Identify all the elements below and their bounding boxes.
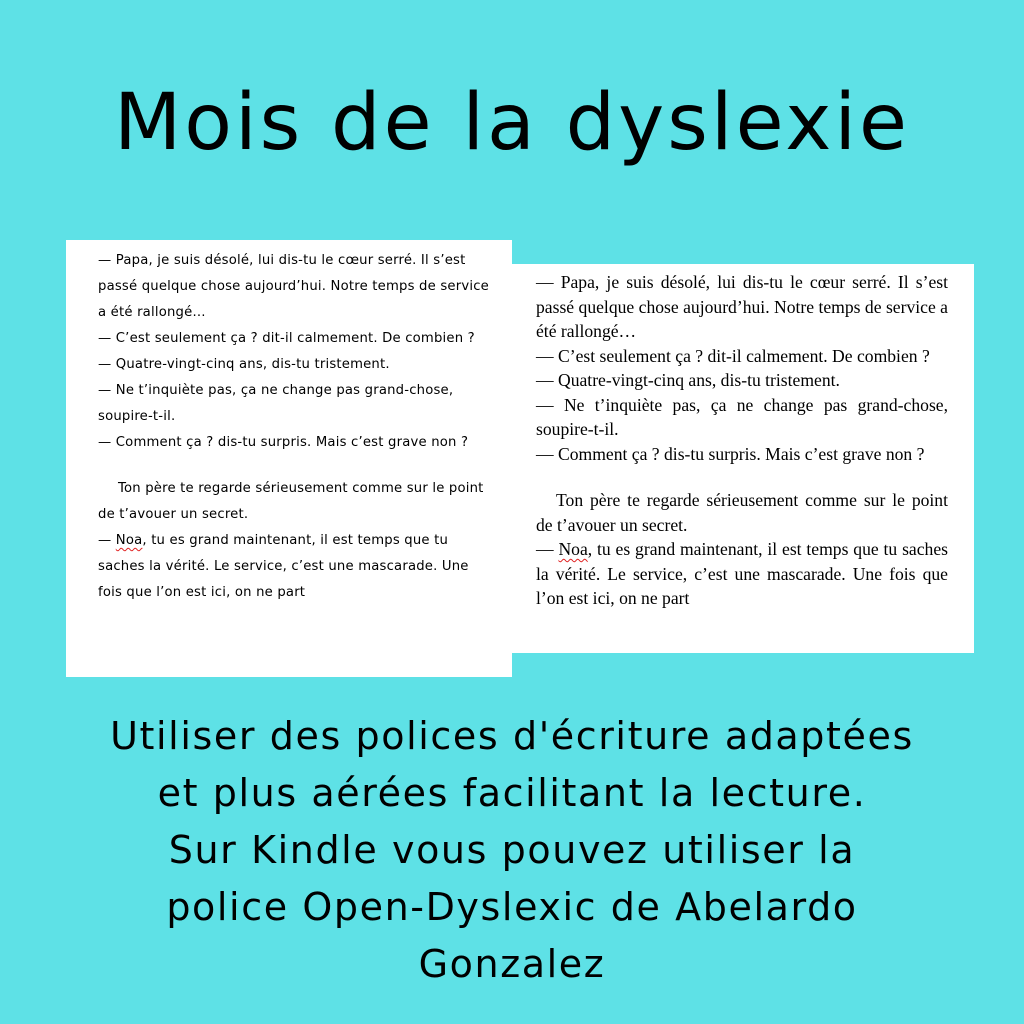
paragraph-gap [98,456,494,476]
dialogue-line: — Ne t’inquiète pas, ça ne change pas grand-chose, soupire-t-il. [98,383,454,424]
serif-font-sample [512,264,974,653]
dialogue-line [536,537,948,611]
dialogue-line: — C’est seulement ça ? dit-il calmement. De combien ? [536,345,930,366]
caption-line: police Open-Dyslexic de Abelardo [166,885,858,929]
dialogue-line: — Comment ça ? dis-tu surpris. Mais c’est grave non ? [536,443,925,464]
dialogue-line: — Quatre-vingt-cinq ans, dis-tu tristement. [536,370,840,390]
page-title: Mois de la dyslexie [113,78,911,168]
caption-line: Utiliser des polices d'écriture adaptées [110,714,914,758]
dialogue-text: , tu es grand maintenant, il est temps que tu saches la vérité. Le service, c’est une mascarade. Une fois que l’on est ici, on ne part [536,539,948,608]
caption-line: et plus aérées facilitant la lecture. [157,771,867,815]
narration-paragraph: Ton père te regarde sérieusement comme sur le point de t’avouer un secret. [98,481,484,522]
dialogue-line: — Papa, je suis désolé, lui dis-tu le cœur serré. Il s’est passé quelque chose aujourd’hui. Notre temps de service a été rallongé… [536,272,948,341]
dash: — [536,539,559,559]
spellcheck-word: Noa [558,539,588,559]
dialogue-line [98,528,494,606]
dialogue-text: , tu es grand maintenant, il est temps que tu saches la vérité. Le service, c’est une mascarade. Une fois que l’on est ici, on ne part [98,533,469,600]
dialogue-line: — Ne t’inquiète pas, ça ne change pas grand-chose, soupire-t-il. [536,394,948,439]
dialogue-line: — Comment ça ? dis-tu surpris. Mais c’est grave non ? [98,435,469,450]
caption [0,708,1024,993]
narration-paragraph: Ton père te regarde sérieusement comme sur le point de t’avouer un secret. [536,490,948,535]
paragraph-gap [536,466,948,488]
dialogue-line: — Quatre-vingt-cinq ans, dis-tu tristement. [98,357,390,372]
dialogue-line: — C’est seulement ça ? dit-il calmement. De combien ? [98,331,475,346]
caption-line: Gonzalez [418,942,606,986]
dialogue-line: — Papa, je suis désolé, lui dis-tu le cœur serré. Il s’est passé quelque chose aujourd’hui. Notre temps de service a été rallongé… [98,253,489,320]
caption-line: Sur Kindle vous pouvez utiliser la [168,828,856,872]
spellcheck-word: Noa [115,533,143,548]
dash: — [98,533,116,548]
dyslexic-font-sample [66,240,512,677]
